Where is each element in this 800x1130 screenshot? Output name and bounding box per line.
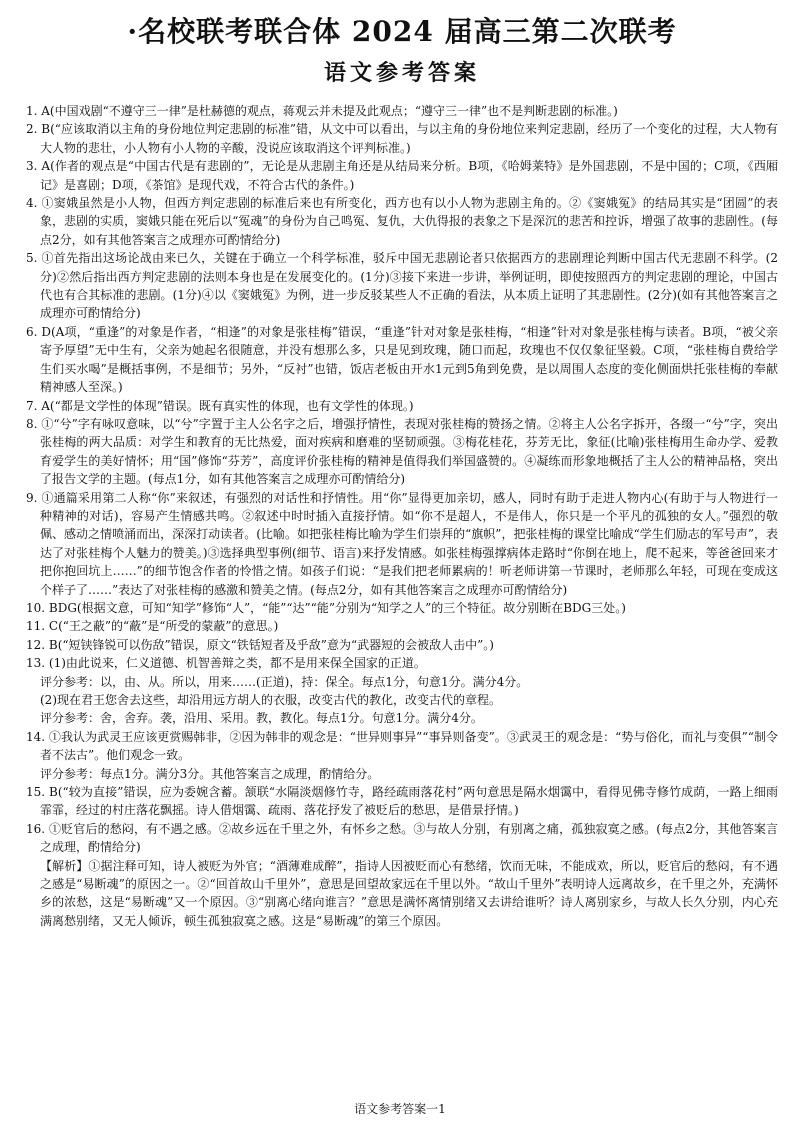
answer-item-16-analysis: 【解析】①据注释可知，诗人被贬为外官；“酒薄难成醉”，指诗人因被贬而心有愁绪，饮而无味，不能成欢，所以，贬官后的愁闷，有不遇之感是“易断魂”的原因之一。②“回首故山千里外”，意思是回望故家远在千里以外。“故山千里外”表明诗人远离故乡，在千里之外，充满怀乡的浓愁，这是“易断魂”又一个原因。③“别离心绪向谁言？”意思是满怀离情别绪又去讲给谁听？诗人离别家乡，与故人长久分别，内心充满离愁别绪，又无人倾诉，顿生孤独寂寞之感。这是“易断魂”的第三个原因。 xyxy=(40,858,778,928)
answer-item-14-scoring: 评分参考：每点1分。满分3分。其他答案言之成理，酌情给分。 xyxy=(40,766,380,781)
exam-title: ·名校联考联合体 2024 届高三第二次联考 xyxy=(127,15,677,48)
answer-item-15: 15. B(“较为直接”错误，应为委婉含蓄。颔联“水隔淡烟修竹寺，路经疏雨落花村”两句意思是隔水烟霭中，看得见佛寺修竹成荫，一路上细雨霏霏，经过的村庄落花飘摇。诗人借烟霭、疏雨、落花抒发了被贬后的愁思，是借景抒情。) xyxy=(26,785,778,818)
answer-item-9: 9. ①通篇采用第二人称“你”来叙述，有强烈的对话性和抒情性。用“你”显得更加亲切，感人，同时有助于走进人物内心(有助于与人物进行一种精神的对话)，容易产生情感共鸣。②叙述中时时插入直接抒情。如“你不是超人，不是伟人，你只是一个平凡的孤独的女人。”强烈的敬佩、感动之情喷涌而出，深深打动读者。(比喻。如把张桂梅比喻为学生们崇拜的“旗帜”，把张桂梅的课堂比喻成“学生们励志的军号声”，表达了对张桂梅个人魅力的赞美。)③选择典型事例(细节、语言)来抒发情感。如张桂梅强撑病体走路时“你倒在地上，爬不起来，等爸爸回来才把你抱回坑上……”的细节饱含作者的怜惜之情。如孩子们说：“是我们把老师累病的！听老师讲第一节课时，老师那么年轻，可现在变成这个样子了……”表达了对张桂梅的感激和赞美之情。(每点2分，如有其他答案言之成理亦可酌情给分) xyxy=(26,490,778,597)
answer-item-13: 13. (1)由此说来，仁义道德、机智善辩之类，都不是用来保全国家的正道。 xyxy=(26,656,426,671)
answer-item-3: 3. A(作者的观点是“中国古代是有悲剧的”，无论是从悲剧主角还是从结局来分析。B项，《哈姆莱特》是外国悲剧，不是中国的；C项，《西厢记》是喜剧；D项，《茶馆》是现代戏，不符合古代的条件。) xyxy=(26,159,778,192)
answer-item-6: 6. D(A项，“重逢”的对象是作者，“相逢”的对象是张桂梅”错误，“重逢”针对对象是张桂梅，“相逢”针对对象是张桂梅与读者。B项，“被父亲寄予厚望”无中生有，父亲为她起名很随意，并没有想那么多，只是见到玫瑰，随口而起，玫瑰也不仅仅象征坚毅。C项，“张桂梅自费给学生们买水喝”是概括事例，不是细节；另外，“反衬”也错，饭店老板由开水1元到5角到免费，是以周围人态度的变化侧面烘托张桂梅的奉献精神感人至深。) xyxy=(26,324,778,395)
answer-item-1: 1. A(中国戏剧“不遵守三一律”是杜赫德的观点，蒋观云并未提及此观点；“遵守三一律”也不是判断悲剧的标准。) xyxy=(26,104,618,118)
page-footer: 语文参考答案一1 xyxy=(354,1102,446,1116)
document-subtitle: 语文参考答案 xyxy=(323,60,480,86)
answer-item-10: 10. BDG(根据文意，可知“知学”修饰“人”，“能”“达”“能”分别为“知学之人”的三个特征。故分别断在BDG三处。) xyxy=(26,600,626,615)
answer-body xyxy=(26,102,778,930)
answer-item-4: 4. ①窦娥虽然是小人物，但西方判定悲剧的标准后来也有所变化，西方也有以小人物为悲剧主角的。②《窦娥冤》的结局其实是“团圆”的表象，悲剧的实质，窦娥只能在死后以“冤魂”的身份为自己鸣冤、复仇，大仇得报的表象之下是深沉的悲苦和控诉，增强了故事的悲剧性。(每点2分，如有其他答案言之成理亦可酌情给分) xyxy=(26,196,778,247)
answer-item-14: 14. ①我认为武灵王应该更赏赐韩非，②因为韩非的观念是：“世异则事异”“事异则备变”。③武灵王的观念是：“势与俗化，而礼与变俱”“制令者不法古”。他们观念一致。 xyxy=(26,729,778,763)
answer-item-13-part-2: (2)现在君王您舍去这些，却沿用远方胡人的衣服，改变古代的教化，改变古代的章程。 xyxy=(40,693,502,707)
answer-item-13-scoring-2: 评分参考：舍，舍弃。袭，沿用、采用。教，教化。每点1分。句意1分。满分4分。 xyxy=(40,711,483,726)
answer-item-5: 5. ①首先指出这场论战由来已久，关键在于确立一个科学标准，驳斥中国无悲剧论者只依据西方的悲剧理论判断中国古代无悲剧不科学。(2分)②然后指出西方判定悲剧的法则本身也是在发展变化的。(1分)③接下来进一步讲，举例证明，即使按照西方的判定悲剧的理论，中国古代也有合其标准的悲剧。(1分)④以《窦娥冤》为例，进一步反驳某些人不正确的看法，从本质上证明了其悲剧性。(2分)(如有其他答案言之成理亦可酌情给分) xyxy=(26,251,778,321)
answer-item-13-scoring-1: 评分参考：以，由、从。所以，用来……(正道)，持：保全。每点1分，句意1分。满分4分。 xyxy=(40,674,529,689)
answer-item-11: 11. C(“王之蔽”的“蔽”是“所受的蒙蔽”的意思。) xyxy=(26,619,279,634)
answer-item-8: 8. ①“兮”字有咏叹意味，以“兮”字置于主人公名字之后，增强抒情性，表现对张桂梅的赞扬之情。②将主人公名字拆开，各缀一“兮”字，突出张桂梅的两大品质：对学生和教育的无比热爱，面对疾病和磨难的坚韧顽强。③梅花桂花，芬芳无比，象征(比喻)张桂梅用生命办学、爱教育爱学生的美好情怀；用“国”修饰“芬芳”，高度评价张桂梅的精神是值得我们举国盛赞的。④凝练而形象地概括了主人公的精神品格，突出了报告文学的主题。(每点1分，如有其他答案言之成理亦可酌情给分) xyxy=(26,416,778,487)
answer-item-2: 2. B(“应该取消以主角的身份地位判定悲剧的标准”错，从文中可以看出，与以主角的身份地位来判定悲剧，经历了一个变化的过程，大人物有大人物的悲壮，小人物有小人物的辛酸，没说应该取消这个评判标准。) xyxy=(26,122,778,155)
answer-item-12: 12. B(“短铗锋锐可以伤敌”错误，原文“铁铦短者及乎敌”意为“武器短的会被敌人击中”。) xyxy=(26,637,494,652)
answer-item-16: 16. ①贬官后的愁闷，有不遇之感。②故乡远在千里之外，有怀乡之愁。③与故人分别，有别离之痛，孤独寂寞之感。(每点2分，其他答案言之成理，酌情给分) xyxy=(26,821,778,855)
answer-item-7: 7. A(“都是文学性的体现”错误。既有真实性的体现，也有文学性的体现。) xyxy=(26,398,414,413)
